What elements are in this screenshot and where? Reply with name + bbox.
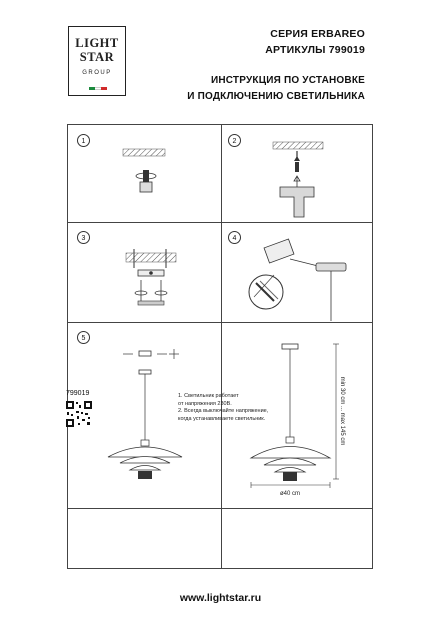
step5-hang-illustration: [108, 349, 182, 479]
note-line: от напряжения 230В.: [178, 400, 232, 407]
product-code: 799019: [66, 390, 90, 397]
step-number-3: 3: [77, 231, 90, 244]
logo-text-star: STAR: [79, 50, 115, 64]
step2-drilling-illustration: [273, 142, 323, 217]
step1-ceiling-mount-illustration: [123, 149, 165, 192]
instruction-grid: [67, 124, 373, 569]
safety-notes: [178, 393, 268, 423]
step-number-1: 1: [77, 134, 90, 147]
website-link[interactable]: www.lightstar.ru: [179, 592, 262, 604]
article-number: АРТИКУЛЫ 799019: [265, 44, 365, 56]
step4-wiring-illustration: [249, 239, 346, 321]
step-number-5: 5: [77, 331, 90, 344]
series-title: СЕРИЯ ERBAREO: [270, 28, 365, 40]
logo-text-light: LIGHT: [75, 36, 119, 50]
step-number-4: 4: [228, 231, 241, 244]
note-line: 1. Светильник работает: [178, 393, 239, 399]
step-number-2: 2: [228, 134, 241, 147]
instruction-title-line1: ИНСТРУКЦИЯ ПО УСТАНОВКЕ: [210, 75, 365, 86]
qr-code-icon: [66, 401, 92, 427]
instruction-title-line2: И ПОДКЛЮЧЕНИЮ СВЕТИЛЬНИКА: [187, 91, 365, 102]
diameter-dimension-label: ø40 cm: [279, 491, 301, 497]
logo-text-group: GROUP: [82, 70, 112, 76]
note-line: когда устанавливаете светильник.: [178, 415, 266, 422]
brand-logo: [68, 26, 126, 96]
italian-flag-icon: [89, 87, 107, 90]
step3-bracket-illustration: [126, 249, 176, 305]
note-line: 2. Всегда выключайте напряжение,: [178, 408, 269, 414]
installation-illustrations: [68, 125, 374, 570]
height-dimension-label: min 30 cm ... max 145 cm: [339, 376, 345, 446]
